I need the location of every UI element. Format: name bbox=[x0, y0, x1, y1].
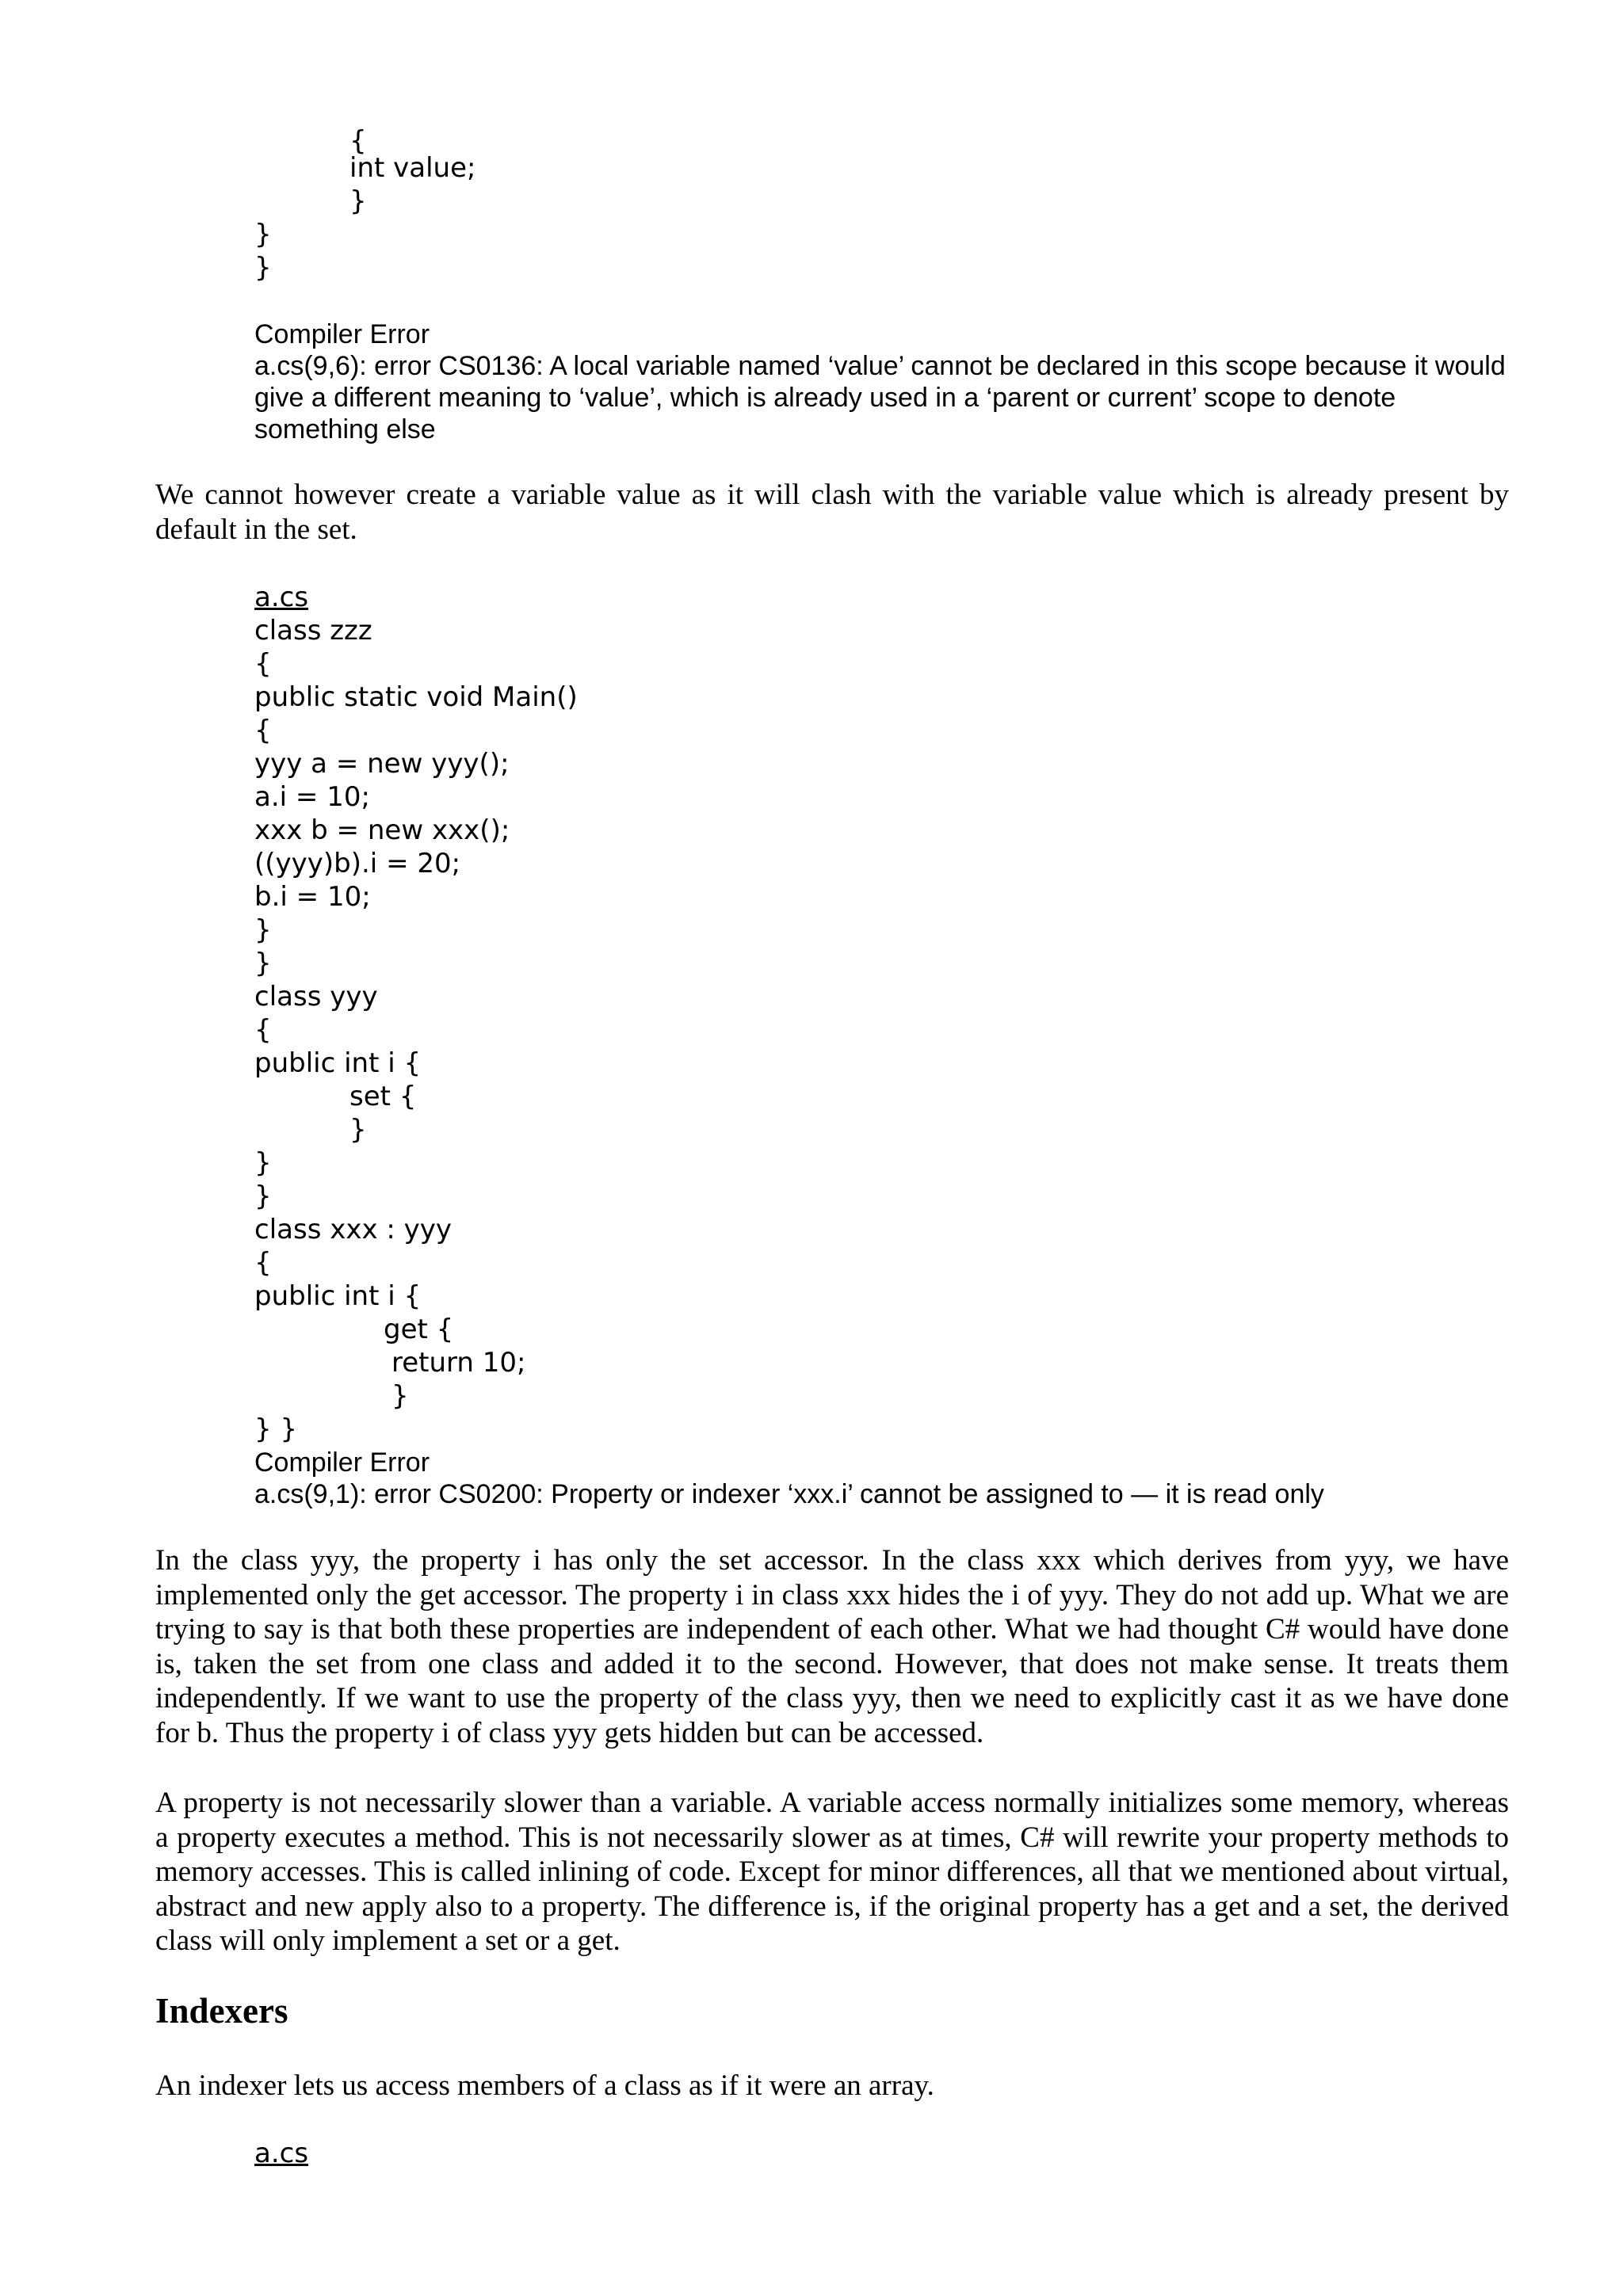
code-line: } bbox=[254, 252, 272, 284]
code-line: { bbox=[254, 648, 272, 680]
paragraph: In the class yyy, the property i has only the set accessor. In the class xxx which derives from yyy, we have implemented only the get accessor. The property i in class xxx hides the i of yyy. They do not add up. What we are trying to say is that both these properties are independent of each other. What we had thought C# would have done is, taken the set from one class and added it to the second. However, that does not make sense. It treats them independently. If we want to use the property of the class yyy, then we need to explicitly cast it as we have done for b. Thus the property i of class yyy gets hidden but can be accessed. bbox=[155, 1544, 1509, 1749]
paragraph: An indexer lets us access members of a class as if it were an array. bbox=[155, 2069, 934, 2102]
code-line: public static void Main() bbox=[254, 681, 578, 713]
code-line: a.i = 10; bbox=[254, 781, 370, 813]
code-line: yyy a = new yyy(); bbox=[254, 748, 510, 780]
code-line: } bbox=[349, 1114, 367, 1146]
error-message: a.cs(9,6): error CS0136: A local variable named ‘value’ cannot be declared in this scope because it would give a different meaning to ‘value’, which is already used in a ‘parent or current’ scope to denote something else bbox=[254, 351, 1506, 444]
code-line: class xxx : yyy bbox=[254, 1214, 453, 1245]
code-line: } bbox=[254, 948, 272, 979]
error-title: Compiler Error bbox=[254, 1447, 430, 1478]
code-line: } } bbox=[254, 1413, 298, 1445]
error-title: Compiler Error bbox=[254, 319, 430, 349]
code-line: { bbox=[254, 1247, 272, 1279]
code-line: get { bbox=[384, 1314, 454, 1345]
code-filename: a.cs bbox=[254, 2138, 309, 2169]
code-line: { bbox=[254, 1014, 272, 1046]
code-line: } bbox=[349, 185, 367, 217]
code-line: public int i { bbox=[254, 1280, 422, 1312]
code-line: public int i { bbox=[254, 1047, 422, 1079]
code-line: } bbox=[254, 1147, 272, 1179]
code-line: int value; bbox=[349, 152, 476, 184]
code-line: class zzz bbox=[254, 615, 372, 646]
paragraph: We cannot however create a variable value as it will clash with the variable value which is already present by default in the set. bbox=[155, 479, 1509, 546]
code-line: } bbox=[254, 219, 272, 250]
code-line: ((yyy)b).i = 20; bbox=[254, 848, 461, 879]
code-line: } bbox=[254, 1180, 272, 1212]
section-heading: Indexers bbox=[155, 1991, 288, 2031]
code-line: set { bbox=[349, 1081, 417, 1112]
code-line: { bbox=[254, 715, 272, 746]
code-line: } bbox=[391, 1380, 409, 1412]
error-message: a.cs(9,1): error CS0200: Property or indexer ‘xxx.i’ cannot be assigned to — it is read only bbox=[254, 1479, 1324, 1509]
code-filename: a.cs bbox=[254, 582, 309, 613]
paragraph: A property is not necessarily slower than a variable. A variable access normally initializes some memory, whereas a property executes a method. This is not necessarily slower as at times, C# will rewrite your property methods to memory accesses. This is called inlining of code. Except for minor differences, all that we mentioned about virtual, abstract and new apply also to a property. The difference is, if the original property has a get and a set, the derived class will only implement a set or a get. bbox=[155, 1787, 1509, 1957]
code-line: class yyy bbox=[254, 981, 378, 1013]
code-line: b.i = 10; bbox=[254, 881, 371, 913]
code-line: return 10; bbox=[391, 1347, 526, 1379]
code-line: } bbox=[254, 914, 272, 946]
code-line: xxx b = new xxx(); bbox=[254, 814, 510, 846]
code-line: { bbox=[349, 125, 367, 157]
